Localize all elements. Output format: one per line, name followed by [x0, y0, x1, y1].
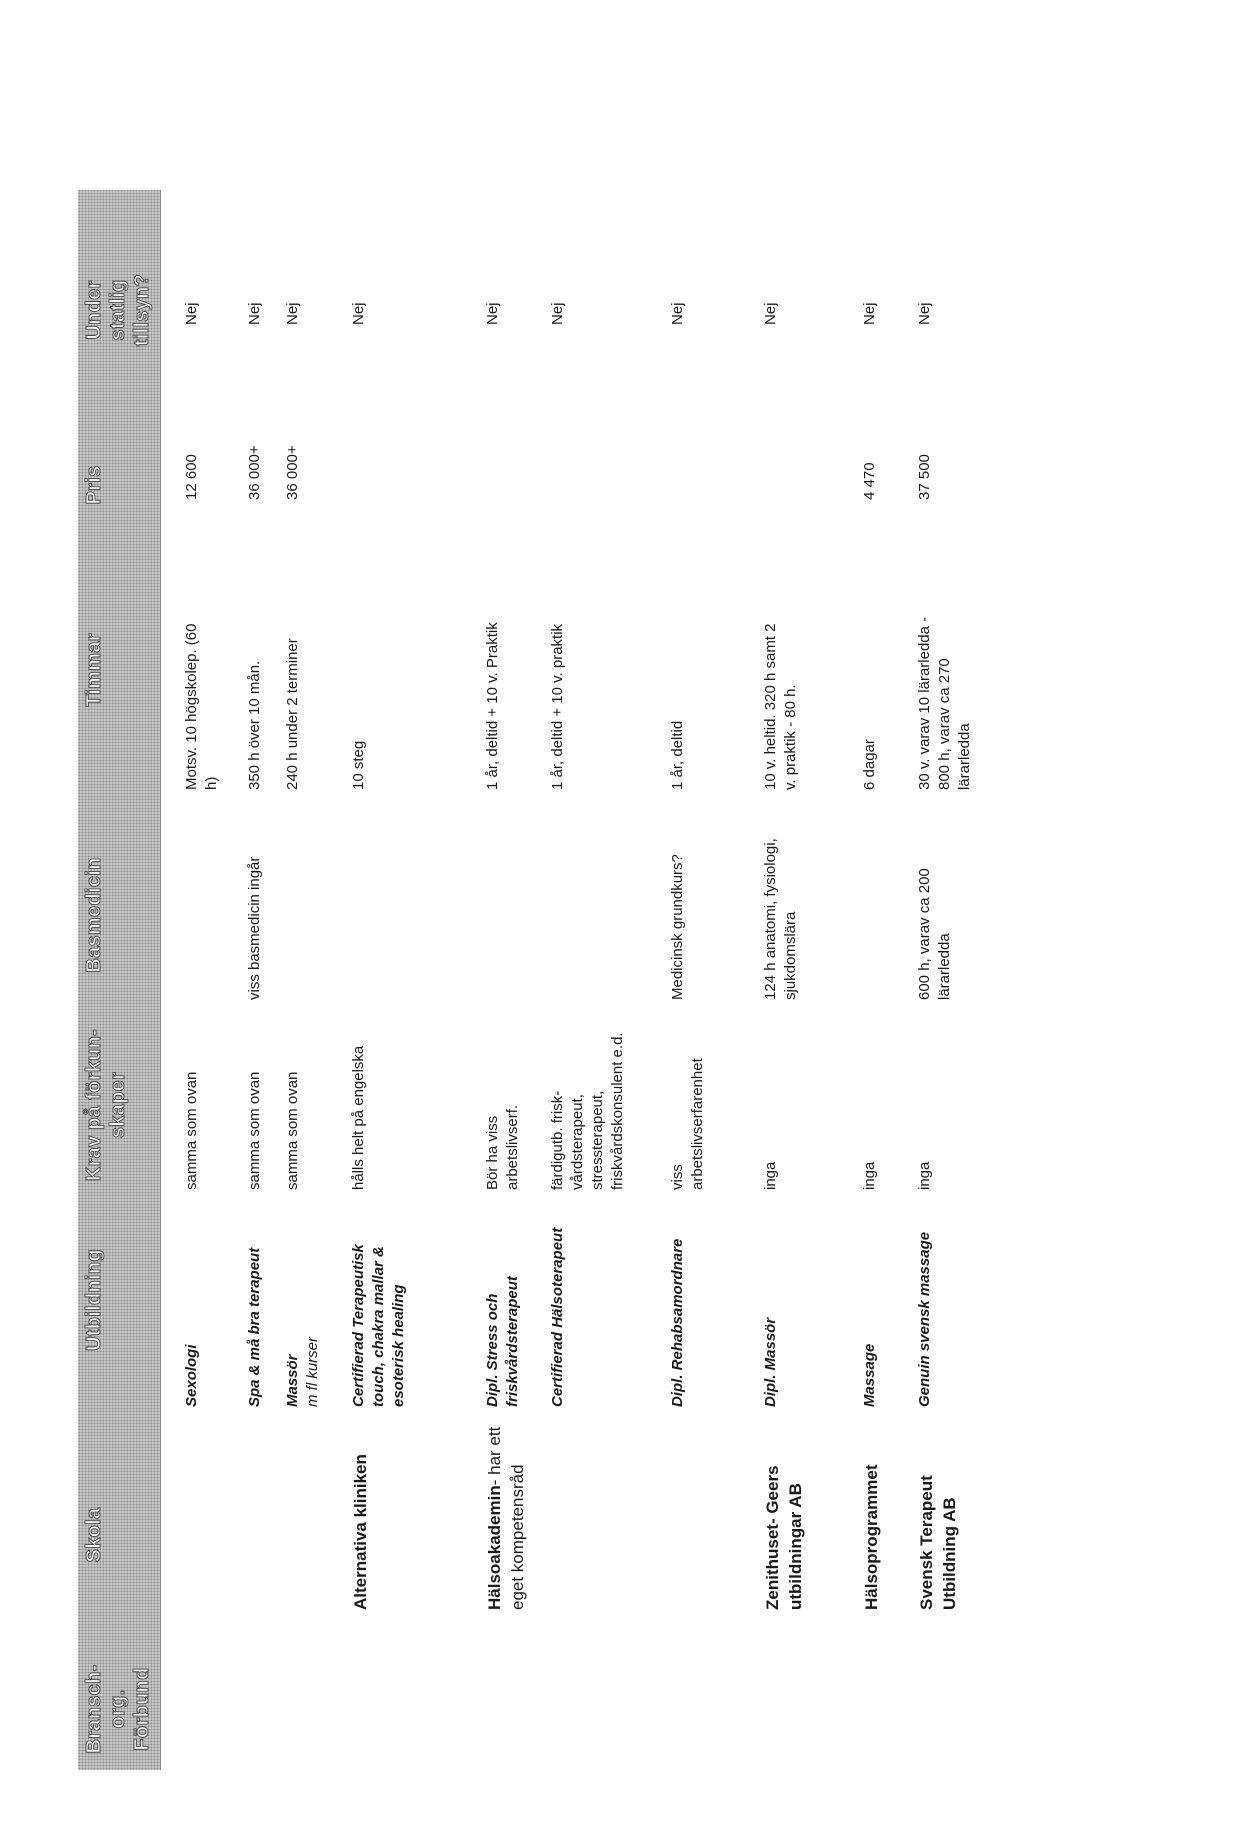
krav-line: viss	[669, 1164, 686, 1190]
timmar-line: 6 dagar	[861, 739, 878, 790]
timmar-cell	[283, 555, 303, 790]
utbildning-cell	[548, 1192, 568, 1407]
timmar-line: h)	[203, 776, 220, 790]
utbildning-cell	[245, 1192, 265, 1407]
utbildning-cell	[761, 1192, 781, 1407]
krav-line: arbetslivserf.	[504, 1104, 521, 1190]
timmar-line: 1 år, deltid + 10 v. Praktik	[484, 622, 501, 790]
header-line: statlig	[107, 279, 129, 341]
utbildning-line: touch, chakra mallar &	[370, 1246, 387, 1407]
krav-line: hålls helt på engelska	[350, 1045, 367, 1190]
krav-cell	[915, 1005, 935, 1190]
header-line: org.	[107, 1689, 129, 1729]
header-line: skaper	[107, 1071, 129, 1139]
timmar-cell	[483, 555, 503, 790]
utbildning-line: Dipl. Massör	[762, 1317, 779, 1407]
timmar-cell	[548, 555, 568, 790]
basmedicin-cell	[915, 795, 955, 1000]
header-pris	[82, 440, 106, 530]
krav-cell	[283, 1005, 303, 1190]
krav-cell	[668, 1005, 708, 1190]
krav-line: friskvårdskonsulent e.d.	[609, 1032, 626, 1190]
school-cell	[483, 1405, 529, 1610]
pris-value: 12 600	[183, 454, 200, 500]
utbildning-note: m fl kurser	[304, 1336, 321, 1407]
timmar-line: Motsv. 10 högskolep. (60	[183, 623, 200, 790]
tillsyn-value: Nej	[246, 302, 263, 325]
school-name-line: Hälsoakademin	[485, 1485, 504, 1610]
school-name-line: Svensk Terapeut	[917, 1475, 936, 1610]
basmedicin-cell	[668, 795, 688, 1000]
header-utbildning	[82, 1190, 106, 1410]
tillsyn-cell	[860, 265, 880, 325]
tillsyn-value: Nej	[762, 302, 779, 325]
krav-line: stressterapeut,	[589, 1090, 606, 1190]
header-line: Under	[83, 280, 105, 340]
timmar-cell	[245, 555, 265, 790]
tillsyn-cell	[483, 265, 503, 325]
krav-cell	[245, 1005, 265, 1190]
header-krav	[82, 1010, 130, 1200]
header-line: Timmar	[83, 633, 105, 707]
timmar-cell	[349, 555, 369, 790]
header-skola	[82, 1460, 106, 1610]
rotated-table	[78, 190, 1078, 1770]
timmar-cell	[761, 555, 801, 790]
krav-line: samma som ovan	[183, 1071, 200, 1190]
utbildning-line: Dipl. Stress och	[484, 1293, 501, 1407]
krav-cell	[349, 1005, 369, 1190]
krav-line: arbetslivserfarenhet	[689, 1058, 706, 1190]
basmedicin-line: sjukdomslära	[782, 911, 799, 1000]
tillsyn-cell	[245, 265, 265, 325]
utbildning-cell	[668, 1192, 688, 1407]
timmar-line: 1 år, deltid	[669, 720, 686, 790]
utbildning-line: Sexologi	[183, 1344, 200, 1407]
school-cell	[860, 1405, 883, 1610]
pris-value: 37 500	[916, 454, 933, 500]
school-name-line: Utbildning AB	[940, 1497, 959, 1610]
school-name-line: utbildningar AB	[786, 1483, 805, 1610]
basmedicin-line: Medicinsk grundkurs?	[669, 854, 686, 1000]
timmar-line: lärarledda	[956, 723, 973, 790]
utbildning-cell	[349, 1192, 409, 1407]
krav-line: inga	[916, 1161, 933, 1190]
timmar-line: 800 h, varav ca 270	[936, 658, 953, 790]
utbildning-cell	[283, 1192, 323, 1407]
krav-line: färdigutb. frisk-	[549, 1090, 566, 1190]
school-note: eget kompetensråd	[508, 1464, 527, 1610]
table-header	[78, 190, 161, 1770]
basmedicin-cell	[245, 795, 265, 1000]
basmedicin-line: lärarledda	[936, 933, 953, 1000]
krav-line: inga	[861, 1161, 878, 1190]
basmedicin-line: viss basmedicin ingår	[246, 856, 263, 1000]
krav-line: inga	[762, 1161, 779, 1190]
header-timmar	[82, 550, 106, 790]
utbildning-cell	[182, 1192, 202, 1407]
tillsyn-cell	[915, 265, 935, 325]
tillsyn-cell	[668, 265, 688, 325]
basmedicin-line: 600 h, varav ca 200	[916, 868, 933, 1000]
pris-cell	[860, 410, 880, 500]
header-line: Krav på förkun-	[83, 1028, 105, 1182]
krav-line: vårdsterapeut,	[569, 1094, 586, 1190]
utbildning-cell	[915, 1192, 935, 1407]
utbildning-cell	[860, 1192, 880, 1407]
tillsyn-value: Nej	[350, 302, 367, 325]
tillsyn-value: Nej	[484, 302, 501, 325]
krav-cell	[548, 1005, 628, 1190]
school-note: - har ett	[485, 1426, 504, 1486]
krav-line: Bör ha viss	[484, 1115, 501, 1190]
school-name-line: Alternativa kliniken	[351, 1454, 370, 1610]
utbildning-line: Genuin svensk massage	[916, 1231, 933, 1407]
tillsyn-value: Nej	[284, 302, 301, 325]
school-cell	[349, 1405, 372, 1610]
krav-cell	[483, 1005, 523, 1190]
tillsyn-value: Nej	[916, 302, 933, 325]
pris-cell	[283, 410, 303, 500]
utbildning-line: Certifierad Terapeutisk	[350, 1244, 367, 1407]
timmar-line: v. praktik - 80 h.	[782, 684, 799, 790]
pris-value: 36 000+	[284, 445, 301, 500]
timmar-cell	[860, 555, 880, 790]
timmar-cell	[668, 555, 688, 790]
header-line: Förbund	[131, 1667, 153, 1751]
tillsyn-cell	[548, 265, 568, 325]
utbildning-line: friskvårdsterapeut	[504, 1276, 521, 1407]
header-bransch	[82, 1654, 154, 1764]
school-name-line: Hälsoprogrammet	[862, 1464, 881, 1610]
pris-cell	[915, 410, 935, 500]
header-basmedicin	[82, 820, 106, 1010]
basmedicin-cell	[761, 795, 801, 1000]
timmar-line: 30 v. varav 10 lärarledda -	[916, 616, 933, 790]
timmar-line: 10 v. heltid. 320 h samt 2	[762, 623, 779, 790]
utbildning-line: Massage	[861, 1343, 878, 1407]
krav-line: samma som ovan	[246, 1071, 263, 1190]
header-line: tillsyn?	[131, 273, 153, 347]
timmar-cell	[915, 555, 975, 790]
utbildning-line: Massör	[284, 1354, 301, 1407]
utbildning-line: esoterisk healing	[390, 1284, 407, 1407]
header-line: Basmedicin	[83, 857, 105, 973]
tillsyn-cell	[349, 265, 369, 325]
header-line: Skola	[83, 1507, 105, 1563]
pris-value: 4 470	[861, 462, 878, 500]
tillsyn-cell	[283, 265, 303, 325]
tillsyn-value: Nej	[669, 302, 686, 325]
krav-cell	[761, 1005, 781, 1190]
krav-cell	[860, 1005, 880, 1190]
basmedicin-line: 124 h anatomi, fysiologi,	[762, 838, 779, 1000]
utbildning-cell	[483, 1192, 523, 1407]
school-cell	[761, 1405, 807, 1610]
tillsyn-value: Nej	[861, 302, 878, 325]
header-line: Pris	[83, 465, 105, 505]
timmar-line: 240 h under 2 terminer	[284, 638, 301, 790]
header-line: Utbildning	[83, 1249, 105, 1351]
utbildning-line: Spa & må bra terapeut	[246, 1247, 263, 1407]
tillsyn-value: Nej	[183, 302, 200, 325]
timmar-line: 1 år, deltid + 10 v. praktik	[549, 623, 566, 790]
utbildning-line: Certifierad Hälsoterapeut	[549, 1227, 566, 1407]
tillsyn-cell	[761, 265, 781, 325]
timmar-line: 350 h över 10 mån.	[246, 660, 263, 790]
utbildning-line: Dipl. Rehabsamordnare	[669, 1238, 686, 1407]
pris-value: 36 000+	[246, 445, 263, 500]
timmar-line: 10 steg	[350, 740, 367, 790]
tillsyn-cell	[182, 265, 202, 325]
school-cell	[915, 1405, 961, 1610]
krav-cell	[182, 1005, 202, 1190]
header-line: Bransch-	[83, 1664, 105, 1754]
header-tillsyn	[82, 250, 154, 370]
school-name-line: Zenithuset- Geers	[763, 1465, 782, 1610]
pris-cell	[245, 410, 265, 500]
krav-line: samma som ovan	[284, 1071, 301, 1190]
timmar-cell	[182, 555, 222, 790]
tillsyn-value: Nej	[549, 302, 566, 325]
pris-cell	[182, 410, 202, 500]
